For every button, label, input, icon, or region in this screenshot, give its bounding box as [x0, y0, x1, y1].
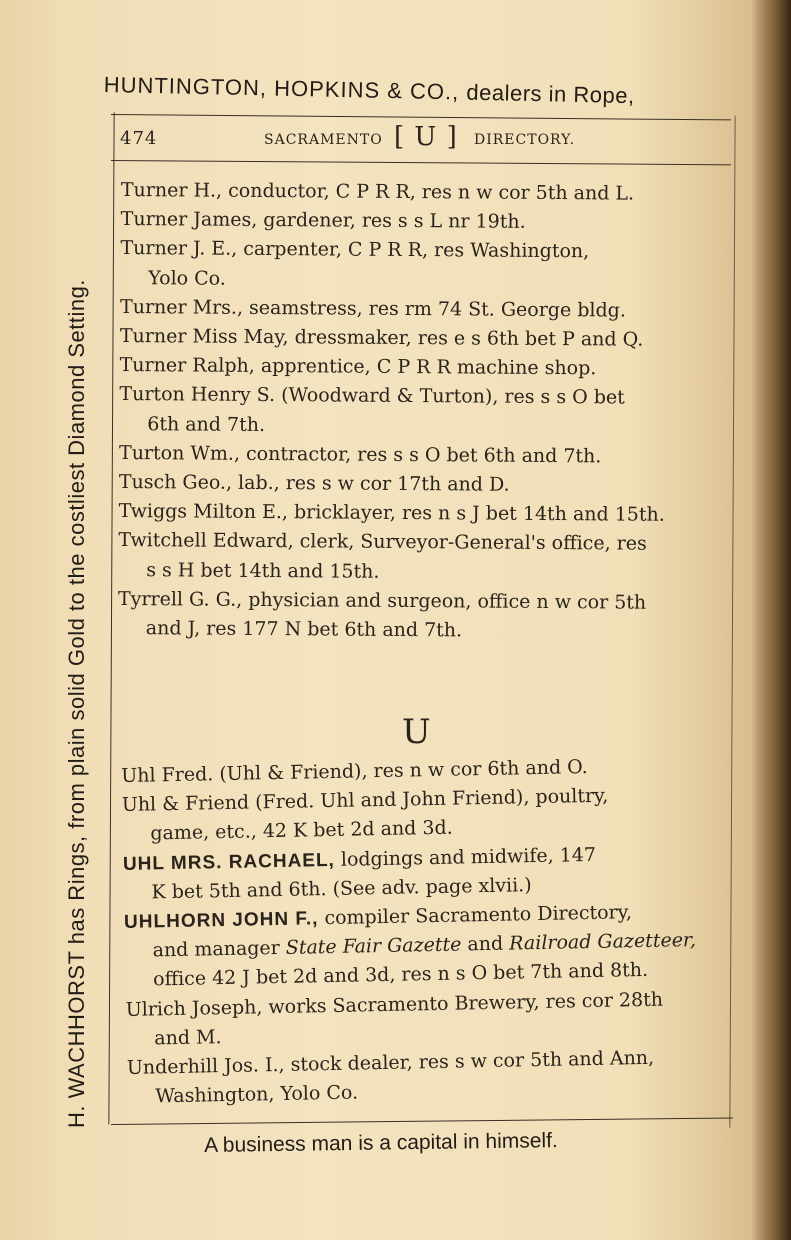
directory-entry: Ulrich Joseph, works Sacramento Brewery, res cor 28th and M. [125, 988, 664, 1050]
directory-entry: Turner Miss May, dressmaker, res e s 6th bet P and Q. [119, 325, 644, 351]
directory-entry: Uhl Fred. (Uhl & Friend), res n w cor 6th and O. [121, 756, 588, 787]
entry-name-caps: UHLHORN JOHN F., [123, 908, 319, 933]
page-number: 474 [120, 128, 158, 149]
directory-entry: Tusch Geo., lab., res s w cor 17th and D. [118, 471, 510, 496]
directory-entry: Turner Ralph, apprentice, C P R R machine shop. [119, 354, 597, 380]
directory-entry: Twiggs Milton E., bricklayer, res n s J bet 14th and 15th. [118, 500, 665, 527]
running-head-directory: DIRECTORY. [474, 132, 576, 148]
top-ad-text: dealers in Rope, [466, 79, 635, 109]
running-head-city: SACRAMENTO [264, 132, 383, 148]
directory-entry: UHLHORN JOHN F., compiler Sacramento Directory, and manager State Fair Gazette and Railroad Gazetteer, office 42 J bet 2d and 3d, res n s O bet 7th and 8th. [123, 901, 697, 991]
directory-entry: Turner Mrs., seamstress, res rm 74 St. George bldg. [120, 295, 626, 322]
top-advertisement [103, 72, 743, 111]
running-head [120, 122, 720, 156]
publication-title: State Fair Gazette [285, 933, 462, 960]
directory-entry: Turner J. E., carpenter, C P R R, res Washington, Yolo Co. [120, 237, 590, 290]
left-advertisement: H. WACHHORST has Rings, from plain solid Gold to the costliest Diamond Setting. [64, 279, 89, 1128]
bottom-advertisement: A business man is a capital in himself. [204, 1129, 558, 1157]
publication-title: Railroad Gazetteer, [508, 929, 697, 955]
directory-entry: Tyrrell G. G., physician and surgeon, office n w cor 5th and J, res 177 N bet 6th and 7th. [117, 587, 647, 642]
directory-entry: Turton Henry S. (Woodward & Turton), res s s O bet 6th and 7th. [119, 383, 625, 436]
directory-entry: UHL MRS. RACHAEL, lodgings and midwife, 147 K bet 5th and 6th. (See adv. page xlvii.) [122, 843, 597, 904]
directory-entry: Underhill Jos. I., stock dealer, res s w cor 5th and Ann, Washington, Yolo Co. [126, 1046, 655, 1108]
entries-t-section [118, 176, 727, 647]
running-head-letter: [ U ] [394, 122, 458, 152]
top-ad-firm: HUNTINGTON, HOPKINS & CO., [103, 72, 460, 105]
directory-entry: Turner H., conductor, C P R R, res n w cor 5th and L. [120, 178, 635, 205]
entry-name-caps: UHL MRS. RACHAEL, [122, 849, 336, 875]
section-letter-heading: U [402, 712, 431, 752]
directory-entry: Uhl & Friend (Fred. Uhl and John Friend), poultry, game, etc., 42 K bet 2d and 3d. [121, 784, 609, 845]
directory-entry: Twitchell Edward, clerk, Surveyor-General's office, res s s H bet 14th and 15th. [118, 529, 647, 583]
directory-entry: Turton Wm., contractor, res s s O bet 6th and 7th. [118, 441, 602, 468]
directory-entry: Turner James, gardener, res s s L nr 19th. [120, 208, 526, 234]
entries-u-section [121, 750, 734, 1112]
book-spine-shadow [751, 0, 791, 1240]
